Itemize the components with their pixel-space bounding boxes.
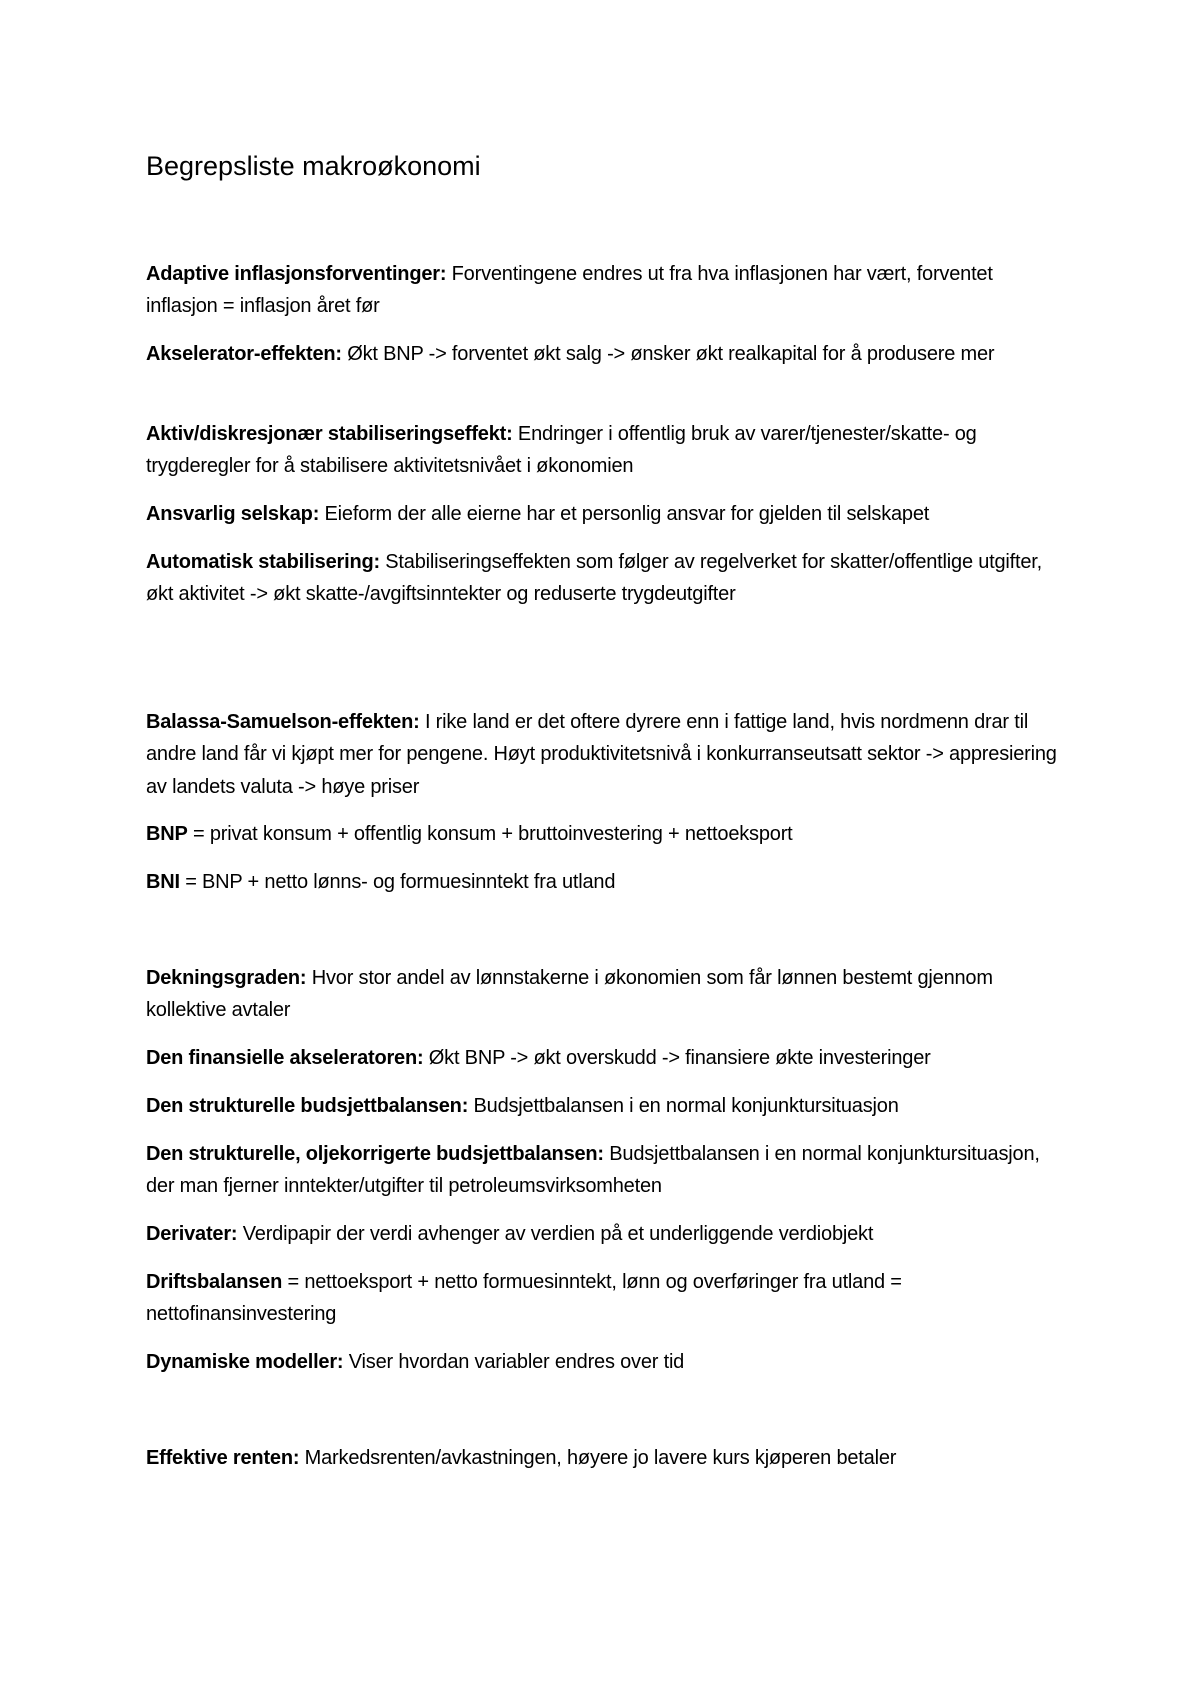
glossary-entry — [146, 818, 1066, 850]
glossary-entry — [146, 1442, 1066, 1474]
document-title: Begrepsliste makroøkonomi — [146, 151, 481, 181]
glossary-entry — [146, 1138, 1066, 1203]
entry-definition: Eieform der alle eierne har et personlig ansvar for gjelden til selskapet — [319, 503, 930, 525]
entry-definition: = nettoeksport + netto formuesinntekt, lønn og overføringer fra utland = nettofinansinvestering — [146, 1271, 902, 1326]
entry-definition: Verdipapir der verdi avhenger av verdien på et underliggende verdiobjekt — [237, 1223, 874, 1245]
glossary-entry — [146, 546, 1066, 611]
entry-definition: Økt BNP -> forventet økt salg -> ønsker økt realkapital for å produsere mer — [341, 343, 995, 365]
entry-definition: Budsjettbalansen i en normal konjunktursituasjon, der man fjerner inntekter/utgifter til petroleumsvirksomheten — [146, 1143, 1040, 1198]
glossary-entry — [146, 1346, 1066, 1378]
entry-definition: Endringer i offentlig bruk av varer/tjenester/skatte- og trygderegler for å stabilisere aktivitetsnivået i økonomien — [146, 423, 977, 478]
entry-definition: = privat konsum + offentlig konsum + bruttoinvestering + nettoeksport — [187, 823, 793, 845]
glossary-entry — [146, 498, 1066, 530]
entry-term: Den finansielle akseleratoren: — [146, 1047, 424, 1069]
glossary-entry — [146, 866, 1066, 898]
entry-definition: Stabiliseringseffekten som følger av regelverket for skatter/offentlige utgifter, økt aktivitet -> økt skatte-/avgiftsinntekter og reduserte trygdeutgifter — [146, 551, 1043, 606]
entry-definition: Viser hvordan variabler endres over tid — [343, 1351, 685, 1373]
entry-definition: Økt BNP -> økt overskudd -> finansiere økte investeringer — [423, 1047, 931, 1069]
entry-definition: Hvor stor andel av lønnstakerne i økonomien som får lønnen bestemt gjennom kollektive avtaler — [146, 967, 993, 1022]
entry-definition: Markedsrenten/avkastningen, høyere jo lavere kurs kjøperen betaler — [299, 1447, 897, 1469]
entry-term: Adaptive inflasjonsforventinger: — [146, 263, 447, 285]
glossary-entry — [146, 258, 1066, 323]
entry-term: Aktiv/diskresjonær stabiliseringseffekt: — [146, 423, 513, 445]
entry-term: Akselerator-effekten: — [146, 343, 342, 365]
entry-term: Dekningsgraden: — [146, 967, 307, 989]
glossary-entry — [146, 1266, 1066, 1331]
entry-term: BNI — [146, 871, 180, 893]
glossary-entry — [146, 1090, 1066, 1122]
entry-term: BNP — [146, 823, 188, 845]
entry-term: Effektive renten: — [146, 1447, 300, 1469]
entry-definition: = BNP + netto lønns- og formuesinntekt fra utland — [179, 871, 616, 893]
entry-term: Automatisk stabilisering: — [146, 551, 380, 573]
glossary-entry — [146, 962, 1066, 1027]
entry-definition: Forventingene endres ut fra hva inflasjonen har vært, forventet inflasjon = inflasjon året før — [146, 263, 993, 318]
entry-definition: I rike land er det oftere dyrere enn i fattige land, hvis nordmenn drar til andre land får vi kjøpt mer for pengene. Høyt produktivitetsnivå i konkurranseutsatt sektor -> appresiering av landets valuta -> høye priser — [146, 711, 1057, 798]
glossary-entry — [146, 1042, 1066, 1074]
entry-term: Driftsbalansen — [146, 1271, 283, 1293]
glossary-entry — [146, 418, 1066, 483]
entry-term: Dynamiske modeller: — [146, 1351, 344, 1373]
glossary-entry — [146, 706, 1066, 803]
entry-term: Ansvarlig selskap: — [146, 503, 320, 525]
entry-term: Den strukturelle budsjettbalansen: — [146, 1095, 469, 1117]
glossary-entry — [146, 1218, 1066, 1250]
entry-term: Derivater: — [146, 1223, 238, 1245]
glossary-entry — [146, 338, 1066, 370]
entry-term: Den strukturelle, oljekorrigerte budsjettbalansen: — [146, 1143, 604, 1165]
entry-term: Balassa-Samuelson-effekten: — [146, 711, 420, 733]
entry-definition: Budsjettbalansen i en normal konjunktursituasjon — [468, 1095, 899, 1117]
